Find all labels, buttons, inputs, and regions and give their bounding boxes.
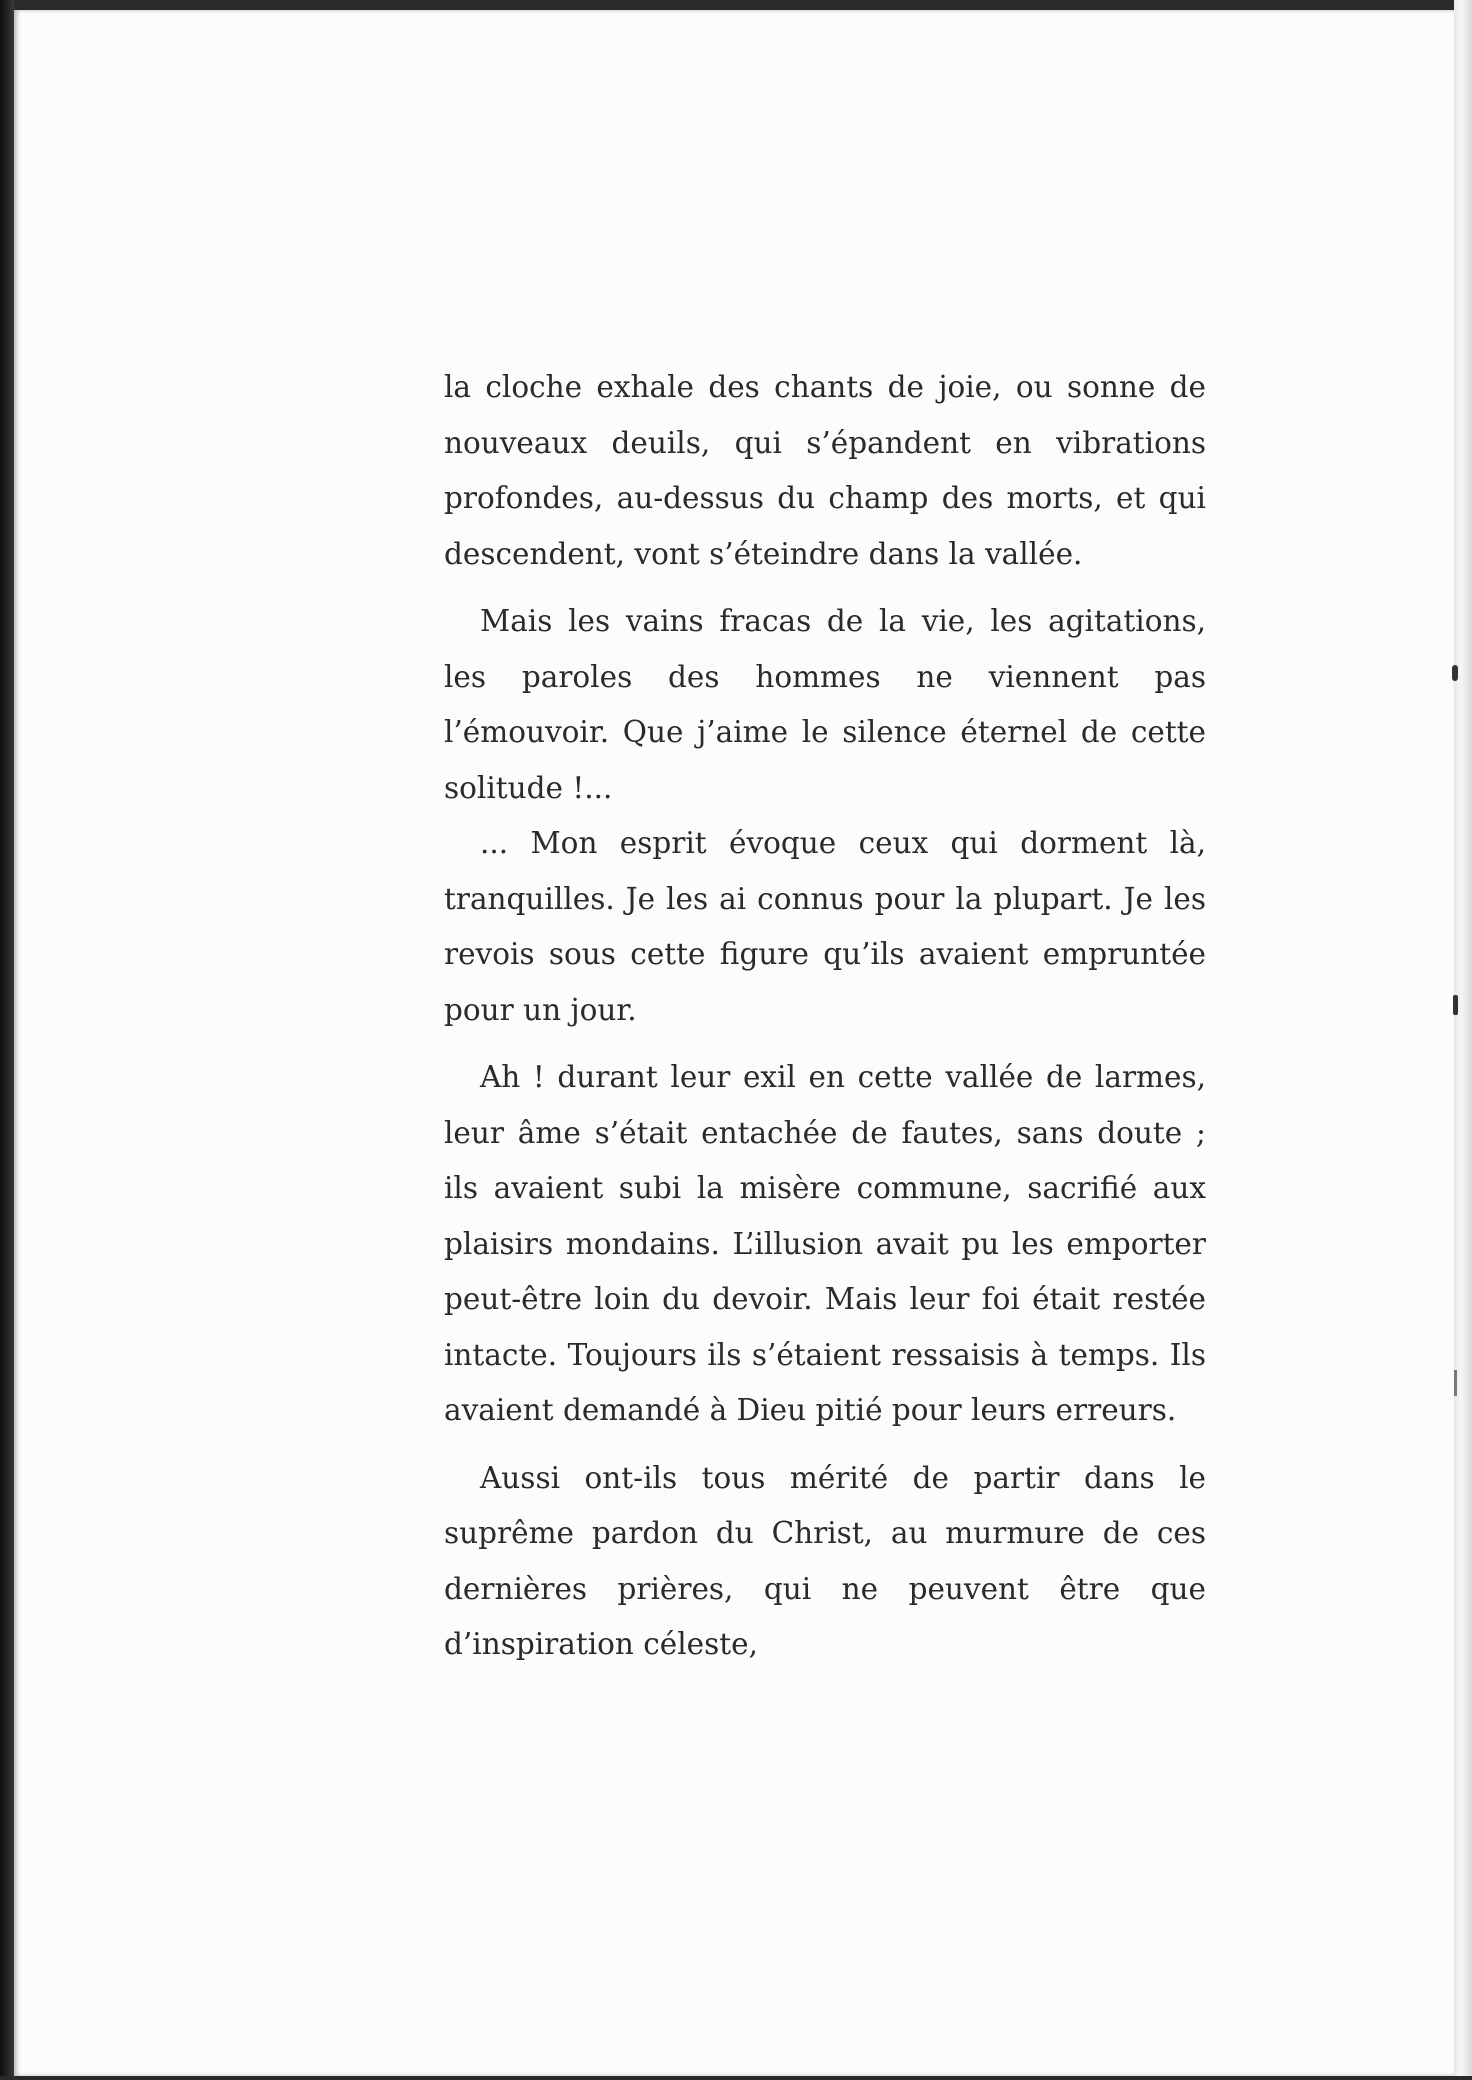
margin-mark — [1452, 665, 1458, 681]
scan-top-edge — [0, 0, 1472, 10]
book-spine-edge — [0, 0, 14, 2080]
paragraph-2: Mais les vains fracas de la vie, les agitations, les paroles des hommes ne viennent pas l’émouvoir. Que j’aime le silence éternel de cette solitude !... — [444, 604, 1206, 805]
page-text — [444, 360, 1206, 1673]
paragraph-4: Ah ! durant leur exil en cette vallée de larmes, leur âme s’était entachée de fautes, sans doute ; ils avaient subi la misère commune, sacrifié aux plaisirs mondains. L’illusion avait pu les emporter peut-être loin du devoir. Mais leur foi était restée intacte. Toujours ils s’étaient ressaisis à temps. Ils avaient demandé à Dieu pitié pour leurs erreurs. — [444, 1060, 1206, 1427]
margin-mark — [1454, 1370, 1457, 1396]
page-right-edge — [1454, 0, 1472, 2080]
paragraph-1: la cloche exhale des chants de joie, ou sonne de nouveaux deuils, qui s’épandent en vibrations profondes, au-dessus du champ des morts, et qui descendent, vont s’éteindre dans la vallée. — [444, 370, 1206, 571]
scan-bottom-edge — [0, 2076, 1472, 2080]
paragraph-5: Aussi ont-ils tous mérité de partir dans le suprême pardon du Christ, au murmure de ces dernières prières, qui ne peuvent être que d’inspiration céleste, — [444, 1460, 1206, 1661]
paragraph-3: ... Mon esprit évoque ceux qui dorment là, tranquilles. Je les ai connus pour la plupart. Je les revois sous cette figure qu’ils avaient empruntée pour un jour. — [444, 826, 1206, 1027]
margin-mark — [1453, 995, 1458, 1015]
